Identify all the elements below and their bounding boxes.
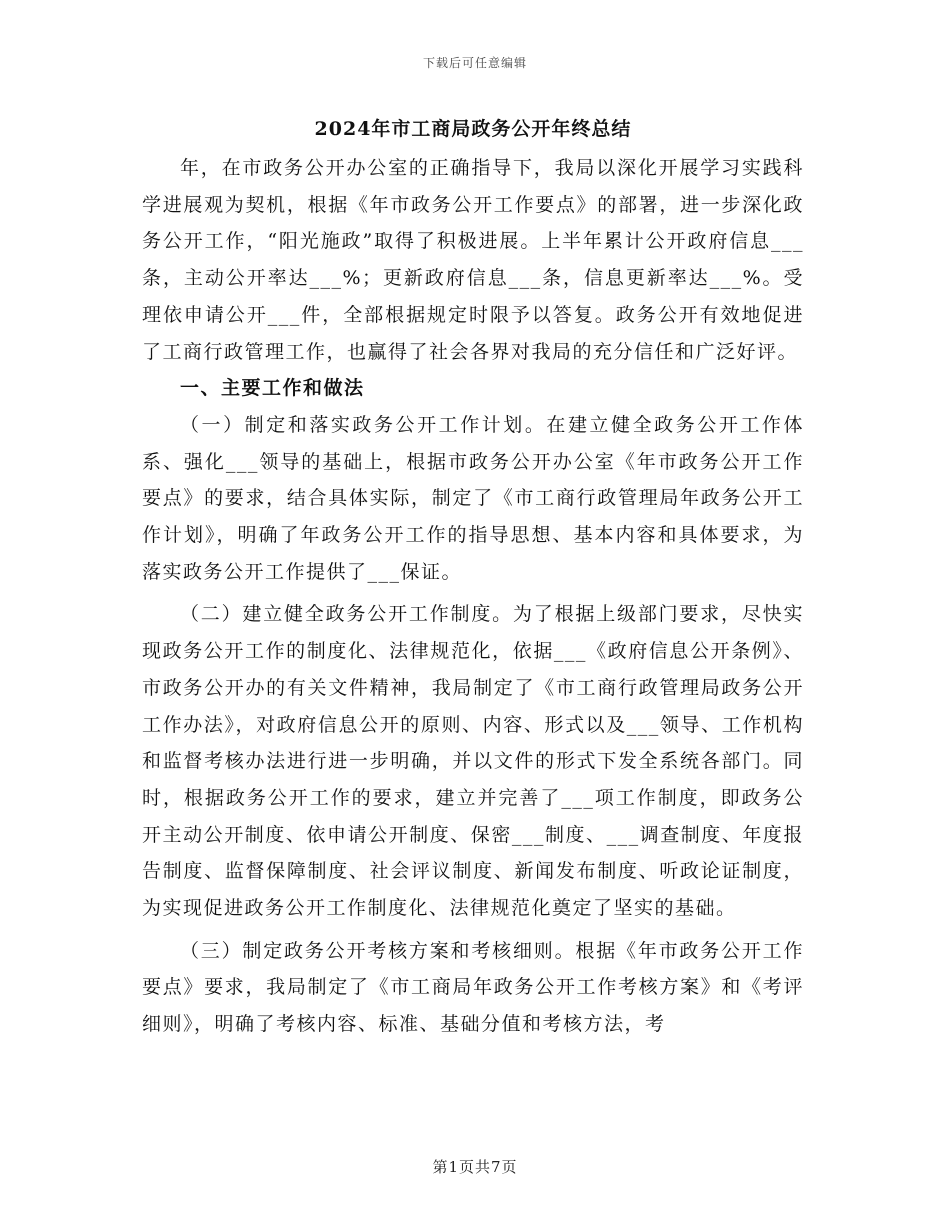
header-note: 下载后可任意编辑 bbox=[422, 56, 527, 70]
document-body bbox=[142, 114, 804, 1043]
section-heading-main-work: 一、主要工作和做法 bbox=[180, 377, 365, 400]
page-number: 第1页共7页 bbox=[432, 1158, 518, 1176]
paragraph-item-3: （三）制定政务公开考核方案和考核细则。根据《年市政务公开工作要点》要求，我局制定了《市工商局年政务公开工作考核方案》和《考评细则》，明确了考核内容、标准、基础分值和考核方法，考 bbox=[142, 939, 804, 1036]
intro-paragraph: 年，在市政务公开办公室的正确指导下，我局以深化开展学习实践科学进展观为契机，根据《年市政务公开工作要点》的部署，进一步深化政务公开工作，“阳光施政”取得了积极进展。上半年累计公开政府信息___条，主动公开率达___%；更新政府信息___条，信息更新率达___%。受理依申请公开___件，全部根据规定时限予以答复。政务公开有效地促进了工商行政管理工作，也赢得了社会各界对我局的充分信任和广泛好评。 bbox=[142, 157, 804, 363]
document-title: 2024年市工商局政务公开年终总结 bbox=[314, 118, 632, 140]
paragraph-item-2: （二）建立健全政务公开工作制度。为了根据上级部门要求，尽快实现政务公开工作的制度化、法律规范化，依据___《政府信息公开条例》、市政务公开办的有关文件精神，我局制定了《市工商行政管理局政务公开工作办法》，对政府信息公开的原则、内容、形式以及___领导、工作机构和监督考核办法进行进一步明确，并以文件的形式下发全系统各部门。同时，根据政务公开工作的要求，建立并完善了___项工作制度，即政务公开主动公开制度、依申请公开制度、保密___制度、___调查制度、年度报告制度、监督保障制度、社会评议制度、新闻发布制度、听政论证制度，为实现促进政务公开工作制度化、法律规范化奠定了坚实的基础。 bbox=[142, 603, 804, 920]
paragraph-item-1: （一）制定和落实政务公开工作计划。在建立健全政务公开工作体系、强化___领导的基础上，根据市政务公开办公室《年市政务公开工作要点》的要求，结合具体实际，制定了《市工商行政管理局年政务公开工作计划》，明确了年政务公开工作的指导思想、基本内容和具体要求，为落实政务公开工作提供了___保证。 bbox=[142, 413, 804, 583]
